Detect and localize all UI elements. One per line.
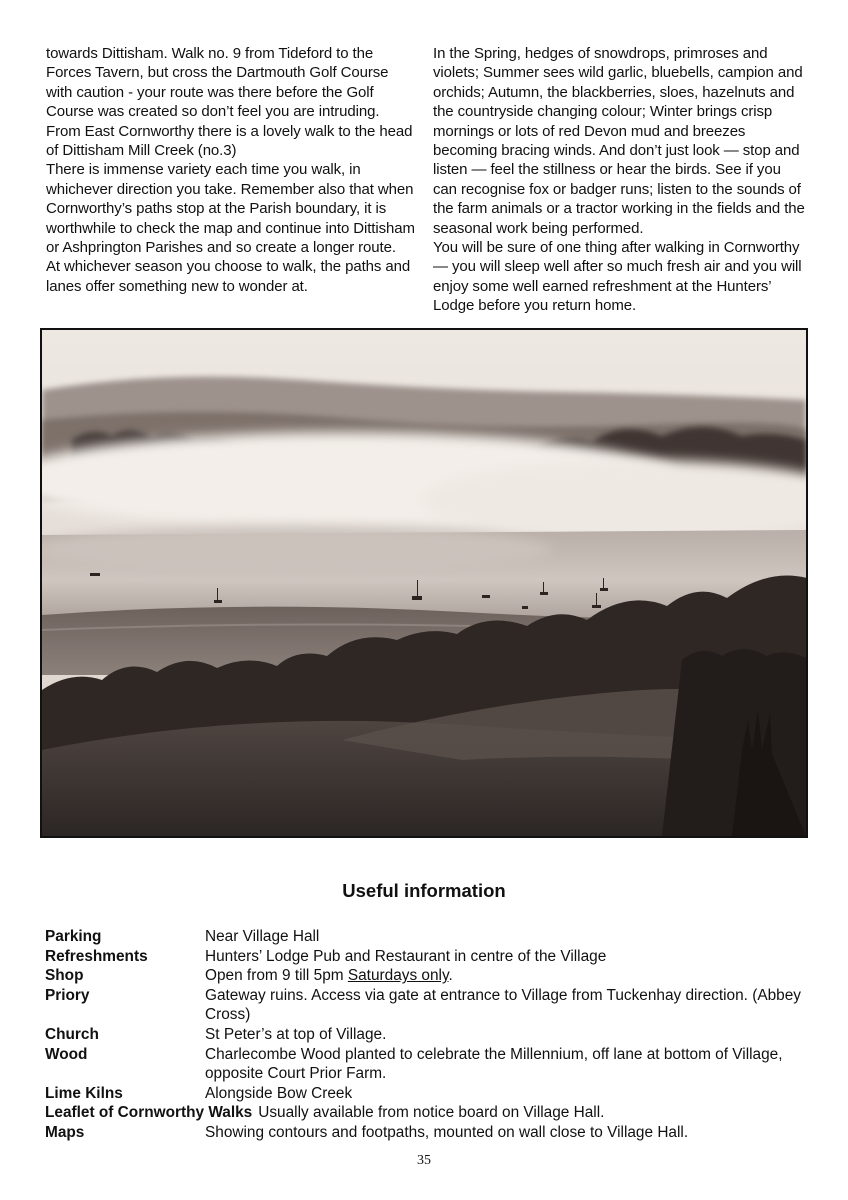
info-row-wood bbox=[45, 1045, 815, 1084]
info-row-leaflet bbox=[45, 1103, 815, 1123]
useful-information-list bbox=[45, 927, 815, 1143]
paragraph: At whichever season you choose to walk, the paths and lanes offer something new to wonder at. bbox=[46, 258, 411, 295]
info-row-shop bbox=[45, 966, 815, 986]
info-value: Gateway ruins. Access via gate at entrance to Village from Tuckenhay direction. (Abbey Cross) bbox=[205, 986, 801, 1024]
misty-estuary-photograph bbox=[40, 328, 808, 838]
paragraph: In the Spring, hedges of snowdrops, primroses and violets; Summer sees wild garlic, bluebells, campion and orchids; Autumn, the blackberries, sloes, hazelnuts and the countryside changing colour; Winter brings crisp mornings or lots of red Devon mud and breezes becoming bracing winds. And don’t just look — stop and listen — feel the stillness or hear the birds. See if you can recognise fox or badger runs; listen to the sounds of the farm animals or a tractor working in the fields and the seasonal work being performed. bbox=[433, 45, 805, 237]
info-label: Church bbox=[45, 1025, 99, 1043]
paragraph: You will be sure of one thing after walking in Cornworthy — you will sleep well after so much fresh air and you will enjoy some well earned refreshment at the Hunters’ Lodge before you return home. bbox=[433, 239, 802, 315]
info-row-maps bbox=[45, 1123, 815, 1143]
info-label: Parking bbox=[45, 928, 102, 945]
info-value: St Peter’s at top of Village. bbox=[205, 1025, 387, 1043]
info-row-priory bbox=[45, 986, 815, 1025]
left-text-column bbox=[46, 44, 418, 296]
right-text-column bbox=[433, 44, 805, 316]
info-row-refreshments bbox=[45, 947, 815, 967]
info-label: Wood bbox=[45, 1045, 88, 1063]
useful-information-heading: Useful information bbox=[342, 880, 506, 901]
landscape-image bbox=[42, 330, 806, 836]
info-row-parking bbox=[45, 927, 815, 947]
info-value-text: Open from 9 till 5pm bbox=[205, 967, 348, 985]
page-number: 35 bbox=[417, 1153, 431, 1168]
info-row-lime-kilns bbox=[45, 1084, 815, 1104]
info-row-church bbox=[45, 1025, 815, 1045]
info-value: Usually available from notice board on Village Hall. bbox=[258, 1104, 605, 1122]
info-label: Refreshments bbox=[45, 947, 148, 965]
info-value bbox=[205, 966, 815, 986]
info-label: Priory bbox=[45, 986, 90, 1004]
info-value: Charlecombe Wood planted to celebrate the Millennium, off lane at bottom of Village, opposite Court Prior Farm. bbox=[205, 1045, 783, 1083]
info-value-underlined: Saturdays only bbox=[347, 967, 449, 985]
paragraph: towards Dittisham. Walk no. 9 from Tideford to the Forces Tavern, but cross the Dartmouth Golf Course with caution - your route was there before the Golf Course was created so don’t feel you are intruding. From East Cornworthy there is a lovely walk to the head of Dittisham Mill Creek (no.3) bbox=[46, 45, 413, 160]
paragraph: There is immense variety each time you walk, in whichever direction you take. Remember also that when Cornworthy’s paths stop at the Parish boundary, it is worthwhile to check the map and continue into Dittisham or Ashprington Parishes and so create a longer route. bbox=[46, 161, 415, 257]
info-value: Near Village Hall bbox=[205, 928, 320, 945]
info-label: Lime Kilns bbox=[45, 1084, 123, 1102]
info-value-punctuation: . bbox=[448, 967, 453, 985]
info-value: Alongside Bow Creek bbox=[205, 1084, 353, 1102]
info-label: Shop bbox=[45, 967, 84, 985]
info-label: Leaflet of Cornworthy Walks bbox=[45, 1104, 253, 1122]
info-value: Hunters’ Lodge Pub and Restaurant in centre of the Village bbox=[205, 947, 607, 965]
info-value: Showing contours and footpaths, mounted on wall close to Village Hall. bbox=[205, 1123, 689, 1141]
info-label: Maps bbox=[45, 1123, 85, 1141]
